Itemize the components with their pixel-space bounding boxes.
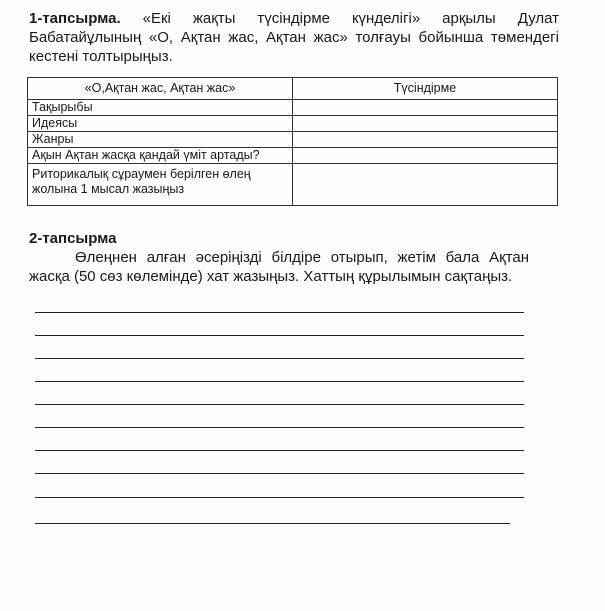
row-label-genre: Жанры [28,132,293,148]
row-label-idea: Идеясы [28,116,293,132]
writing-line[interactable] [35,497,524,498]
writing-line[interactable] [35,523,510,524]
table-header-explanation: Түсіндірме [293,78,558,100]
row-label-hope: Ақын Ақтан жасқа қандай үміт артады? [28,148,293,164]
task1-instruction [29,9,559,66]
writing-line[interactable] [35,381,524,382]
task2-instruction [29,229,529,286]
writing-line[interactable] [35,335,524,336]
row-label-theme: Тақырыбы [28,100,293,116]
answer-cell-hope[interactable] [293,148,558,164]
answer-cell-theme[interactable] [293,100,558,116]
writing-line[interactable] [35,404,524,405]
answer-cell-idea[interactable] [293,116,558,132]
table-row [28,164,558,206]
double-entry-diary-table [27,77,558,206]
writing-line[interactable] [35,450,524,451]
writing-line[interactable] [35,312,524,313]
writing-line[interactable] [35,427,524,428]
table-header-poem: «О,Ақтан жас, Ақтан жас» [28,78,293,100]
task1-label: 1-тапсырма. [29,10,121,27]
task2-text: Өлеңнен алған әсеріңізді білдіре отырып, жетім бала Ақтан жасқа (50 сөз көлемінде) хат жазыңыз. Хаттың құрылымын сақтаңыз. [29,249,529,285]
table-row [28,148,558,164]
writing-line[interactable] [35,358,524,359]
task1-text: «Екі жақты түсіндірме күнделігі» арқылы Дулат Бабатайұлының «О, Ақтан жас, Ақтан жас» толғауы бойынша төмендегі кестені толтырыңыз. [29,10,559,65]
answer-cell-genre[interactable] [293,132,558,148]
table-row [28,132,558,148]
table-header-row [28,78,558,100]
writing-line[interactable] [35,473,524,474]
task2-title: 2-тапсырма [29,230,117,247]
row-label-rhetorical: Риторикалық сұраумен берілген өлең жолына 1 мысал жазыңыз [28,164,293,206]
table-row [28,116,558,132]
answer-cell-rhetorical[interactable] [293,164,558,206]
table-row [28,100,558,116]
